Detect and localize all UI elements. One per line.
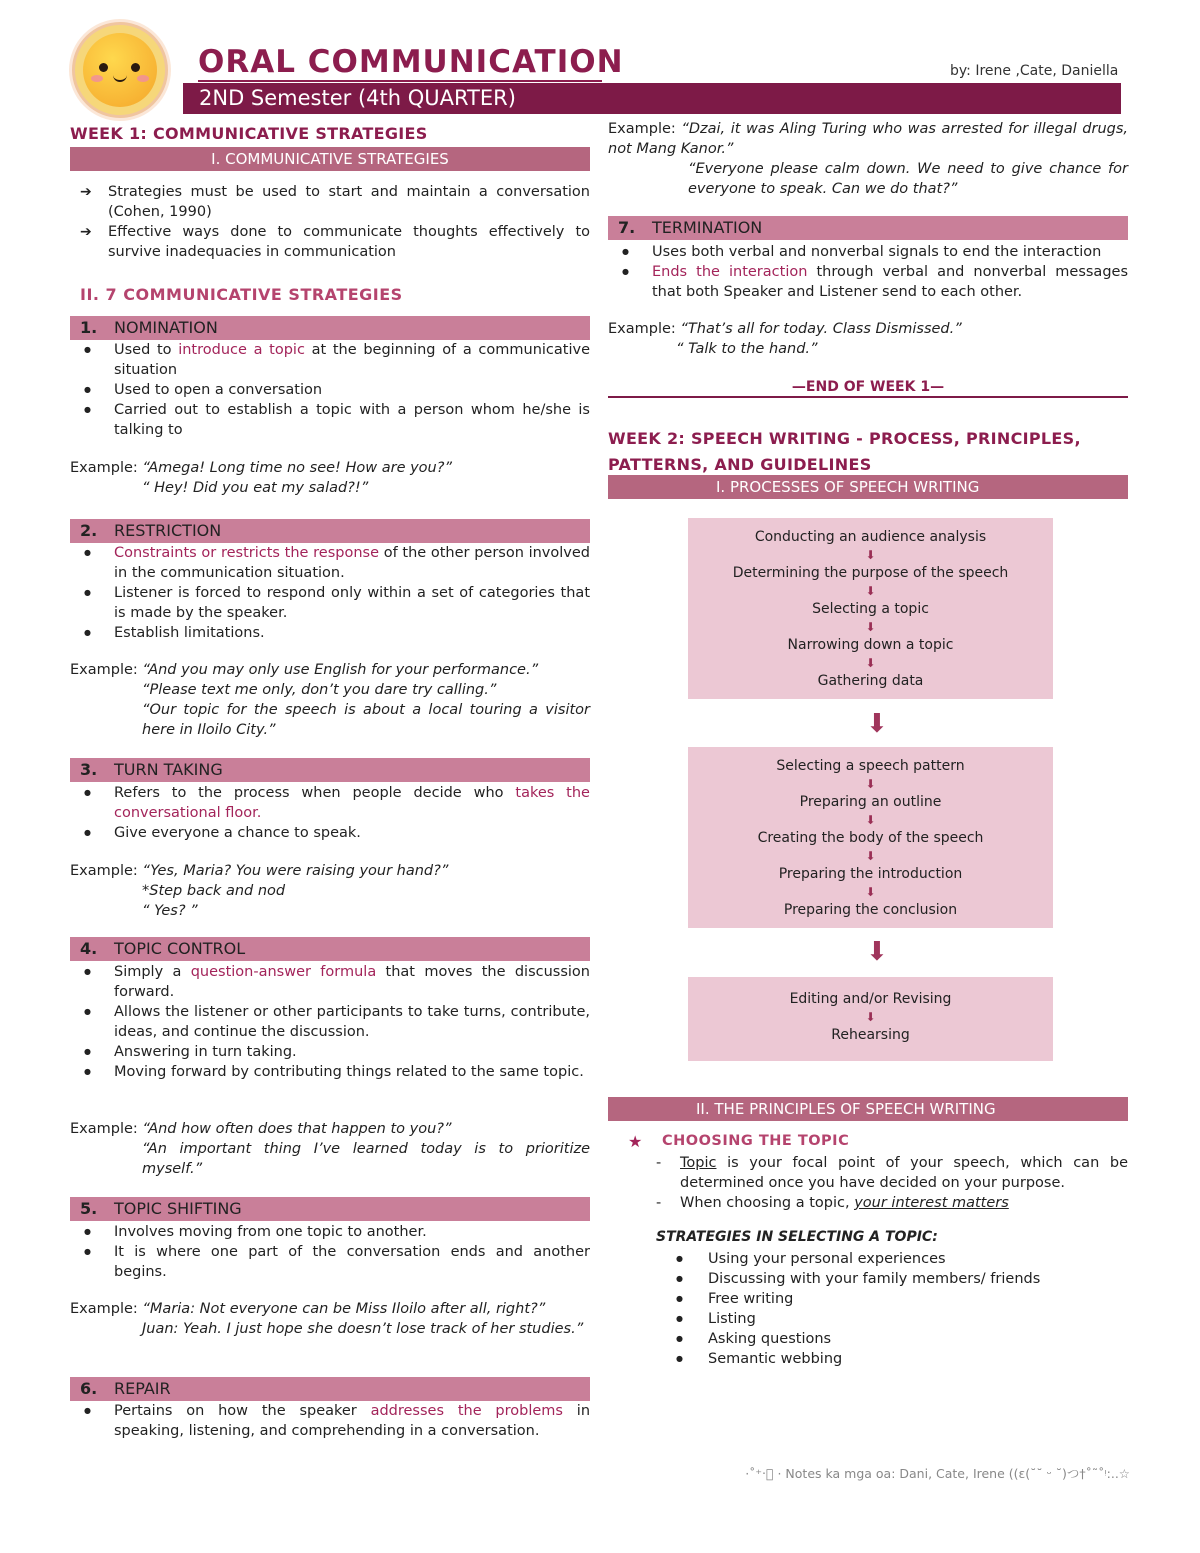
seven-strategies-heading: II. 7 COMMUNICATIVE STRATEGIES (80, 285, 403, 304)
semester-banner: 2ND Semester (4th QUARTER) (183, 83, 1121, 114)
choosing-topic-heading: CHOOSING THE TOPIC (662, 1133, 850, 1149)
termination-bullets (608, 242, 1128, 302)
list-item: ● Used to introduce a topic at the beginning of a communicative situation (70, 340, 590, 380)
list-item: ● Give everyone a chance to speak. (70, 823, 590, 843)
list-item: ● Simply a question-answer formula that moves the discussion forward. (70, 962, 590, 1002)
strategy-topic-shifting-header: 5. TOPIC SHIFTING (70, 1197, 590, 1221)
page-title: ORAL COMMUNICATION (198, 44, 624, 80)
down-arrow-icon: ⬇ (865, 885, 876, 899)
list-item: ● Refers to the process when people decide who takes the conversational floor. (70, 783, 590, 823)
star-icon: ★ (628, 1132, 643, 1151)
strategy-nomination-header: 1. NOMINATION (70, 316, 590, 340)
strategy-restriction-header: 2. RESTRICTION (70, 519, 590, 543)
flow-step: Conducting an audience analysis (754, 529, 987, 545)
flow-step: Determining the purpose of the speech (732, 565, 1009, 581)
topic-shifting-bullets (70, 1222, 590, 1282)
down-arrow-icon: ⬇ (865, 584, 876, 598)
strategy-turn-taking-header: 3. TURN TAKING (70, 758, 590, 782)
topic-shifting-example: Example: “Maria: Not everyone can be Miss Iloilo after all, right?” Juan: Yeah. I just hope she doesn’t lose track of her studies.” (70, 1301, 584, 1337)
repair-bullets (70, 1401, 590, 1441)
repair-example: Example: “Dzai, it was Aling Turing who was arrested for illegal drugs, not Mang Kanor.” “Everyone please calm down. We need to give chance for everyone to speak. Can we do that?” (608, 121, 1129, 197)
footer-note: ·˚⁺‧͙ · Notes ka mga oa: Dani, Cate, Irene ((ε(˘˘ ᵕ ˘)つ†˚˜˚ᵎ:..☆ (745, 1466, 1130, 1481)
flow-step: Selecting a topic (812, 601, 929, 617)
down-arrow-icon: ⬇ (865, 777, 876, 791)
flow-step: Preparing the conclusion (783, 902, 958, 918)
list-item: ● Moving forward by contributing things related to the same topic. (70, 1062, 590, 1082)
topic-control-bullets (70, 962, 590, 1082)
topic-control-example: Example: “And how often does that happen to you?” “An important thing I’ve learned today is to prioritize myself.” (70, 1121, 590, 1177)
list-item: ● Establish limitations. (70, 623, 590, 643)
title-underline (198, 80, 602, 82)
list-item: ● Asking questions (650, 1329, 1120, 1349)
list-item: ● Discussing with your family members/ friends (650, 1269, 1120, 1289)
list-item: ➔ Effective ways done to communicate thoughts effectively to survive inadequacies in communication (70, 222, 590, 262)
list-item: ● Using your personal experiences (650, 1249, 1120, 1269)
process-flow-box-2 (688, 747, 1053, 928)
section-principles-speech-writing: II. THE PRINCIPLES OF SPEECH WRITING (608, 1097, 1128, 1121)
emoji-logo-icon (72, 22, 168, 118)
list-item: ● Carried out to establish a topic with a person whom he/she is talking to (70, 400, 590, 440)
list-item: - Topic is your focal point of your speech, which can be determined once you have decided on your purpose. (646, 1153, 1128, 1193)
week1-heading: WEEK 1: COMMUNICATIVE STRATEGIES (70, 124, 428, 143)
choosing-topic-list (646, 1153, 1128, 1213)
list-item: ● Pertains on how the speaker addresses the problems in speaking, listening, and comprehending in a conversation. (70, 1401, 590, 1441)
process-flow-box-3 (688, 977, 1053, 1061)
down-arrow-icon: ⬇ (865, 656, 876, 670)
flow-step: Preparing the introduction (778, 866, 963, 882)
divider (608, 396, 1128, 398)
flow-step: Editing and/or Revising (789, 991, 952, 1007)
week2-heading: WEEK 2: SPEECH WRITING - PROCESS, PRINCIPLES, PATTERNS, AND GUIDELINES (608, 429, 1081, 474)
flow-step: Gathering data (817, 673, 924, 689)
list-item: ● Involves moving from one topic to another. (70, 1222, 590, 1242)
list-item: - When choosing a topic, your interest matters (646, 1193, 1128, 1213)
big-down-arrow-icon: ⬇ (866, 937, 888, 967)
list-item: ● Ends the interaction through verbal and nonverbal messages that both Speaker and Listener send to each other. (608, 262, 1128, 302)
list-item: ➔ Strategies must be used to start and maintain a conversation (Cohen, 1990) (70, 182, 590, 222)
list-item: ● Allows the listener or other participants to take turns, contribute, ideas, and continue the discussion. (70, 1002, 590, 1042)
end-of-week1: —END OF WEEK 1— (791, 379, 945, 395)
intro-list (70, 182, 590, 262)
strategy-topic-control-header: 4. TOPIC CONTROL (70, 937, 590, 961)
list-item: ● Listener is forced to respond only within a set of categories that is made by the speaker. (70, 583, 590, 623)
turn-taking-bullets (70, 783, 590, 843)
flow-step: Preparing an outline (799, 794, 942, 810)
termination-example: Example: “That’s all for today. Class Dismissed.” “ Talk to the hand.” (608, 321, 962, 357)
down-arrow-icon: ⬇ (865, 813, 876, 827)
authors: by: Irene ,Cate, Daniella (950, 63, 1119, 79)
strategy-repair-header: 6. REPAIR (70, 1377, 590, 1401)
flow-step: Narrowing down a topic (787, 637, 954, 653)
list-item: ● It is where one part of the conversation ends and another begins. (70, 1242, 590, 1282)
big-down-arrow-icon: ⬇ (866, 709, 888, 739)
flow-step: Rehearsing (831, 1027, 910, 1043)
process-flow-box-1 (688, 518, 1053, 699)
strategies-heading: STRATEGIES IN SELECTING A TOPIC: (656, 1229, 938, 1245)
flow-step: Creating the body of the speech (757, 830, 984, 846)
list-item: ● Listing (650, 1309, 1120, 1329)
strategies-list (650, 1249, 1120, 1369)
list-item: ● Used to open a conversation (70, 380, 590, 400)
nomination-bullets (70, 340, 590, 440)
list-item: ● Semantic webbing (650, 1349, 1120, 1369)
down-arrow-icon: ⬇ (865, 548, 876, 562)
list-item: ● Uses both verbal and nonverbal signals to end the interaction (608, 242, 1128, 262)
flow-step: Selecting a speech pattern (776, 758, 965, 774)
section-processes-speech-writing: I. PROCESSES OF SPEECH WRITING (608, 475, 1128, 499)
down-arrow-icon: ⬇ (865, 620, 876, 634)
section-communicative-strategies: I. COMMUNICATIVE STRATEGIES (70, 147, 590, 171)
list-item: ● Constraints or restricts the response of the other person involved in the communication situation. (70, 543, 590, 583)
restriction-bullets (70, 543, 590, 643)
restriction-example: Example: “And you may only use English for your performance.” “Please text me only, don’t you dare try calling.” “Our topic for the speech is about a local touring a visitor here in Iloilo City.” (70, 662, 590, 738)
list-item: ● Free writing (650, 1289, 1120, 1309)
turn-taking-example: Example: “Yes, Maria? You were raising your hand?” *Step back and nod “ Yes? ” (70, 863, 449, 919)
list-item: ● Answering in turn taking. (70, 1042, 590, 1062)
strategy-termination-header: 7. TERMINATION (608, 216, 1128, 240)
nomination-example: Example: “Amega! Long time no see! How are you?” “ Hey! Did you eat my salad?!” (70, 460, 452, 496)
down-arrow-icon: ⬇ (865, 849, 876, 863)
down-arrow-icon: ⬇ (865, 1010, 876, 1024)
